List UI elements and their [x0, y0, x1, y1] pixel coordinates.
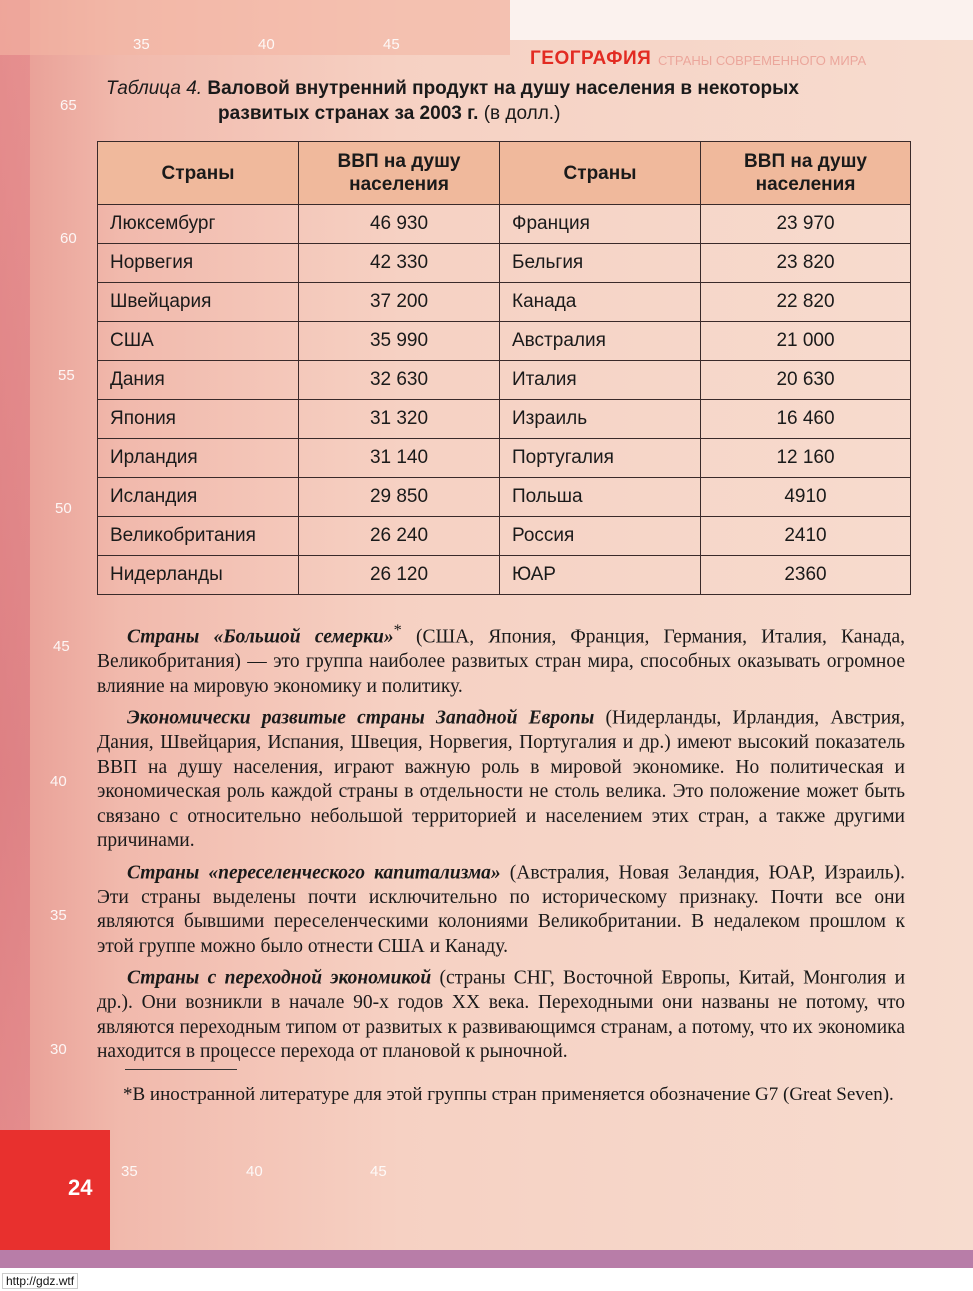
grid-number: 65: [60, 97, 77, 114]
grid-number: 45: [53, 638, 70, 655]
grid-number: 40: [246, 1163, 263, 1180]
table-unit: (в долл.): [483, 103, 561, 124]
grid-number: 60: [60, 230, 77, 247]
header-gdp-1: ВВП на душу населения: [299, 142, 500, 205]
country-cell: Бельгия: [500, 244, 701, 283]
header-countries-1: Страны: [98, 142, 299, 205]
gdp-cell: 2360: [701, 556, 911, 595]
top-right-margin: [510, 0, 973, 40]
country-cell: Италия: [500, 361, 701, 400]
gdp-cell: 23 820: [701, 244, 911, 283]
gdp-cell: 29 850: [299, 478, 500, 517]
grid-number: 35: [50, 907, 67, 924]
gdp-cell: 46 930: [299, 205, 500, 244]
paragraph-text: (Нидерланды, Ирландия, Австрия, Дания, Швейцария, Испания, Швеция, Норвегия, Португалия и др.) имеют высокий показатель ВВП на душу населения, играют важную роль в мировой экономике. Но политическая и экономическая роль каждой страны в отдельности не столь велика. Это положение может быть связано с относительно небольшой территорией и населением этих стран, а также другими причинами.: [97, 707, 905, 851]
country-cell: Дания: [98, 361, 299, 400]
footnote: *В иностранной литературе для этой группы стран применяется обозначение G7 (Great Seven).: [123, 1084, 894, 1105]
grid-number: 40: [258, 36, 275, 53]
country-cell: Россия: [500, 517, 701, 556]
grid-number: 35: [121, 1163, 138, 1180]
table-row: [98, 439, 911, 478]
footnote-rule: [125, 1069, 237, 1070]
table-row: [98, 517, 911, 556]
paragraph: [97, 618, 905, 699]
gdp-cell: 23 970: [701, 205, 911, 244]
country-cell: Франция: [500, 205, 701, 244]
gdp-cell: 22 820: [701, 283, 911, 322]
page-number: 24: [68, 1175, 93, 1200]
table-row: [98, 283, 911, 322]
table-row: [98, 205, 911, 244]
paragraph-term: Страны «Большой семерки»: [127, 626, 394, 648]
country-cell: Португалия: [500, 439, 701, 478]
gdp-cell: 42 330: [299, 244, 500, 283]
paragraph: [97, 699, 905, 854]
country-cell: Канада: [500, 283, 701, 322]
country-cell: Нидерланды: [98, 556, 299, 595]
paragraph-text: (страны СНГ, Восточной Европы, Китай, Монголия и др.). Они возникли в начале 90-х годов XX века. Переходными они названы не потому, что являются переходным типом от развитых к развивающимся странам, а потому, что их экономика находится в процессе перехода от плановой к рыночной.: [97, 967, 906, 1062]
country-cell: Швейцария: [98, 283, 299, 322]
grid-number: 55: [58, 367, 75, 384]
header-gdp-2: ВВП на душу населения: [701, 142, 911, 205]
gdp-cell: 35 990: [299, 322, 500, 361]
gdp-cell: 20 630: [701, 361, 911, 400]
watermark-url: http://gdz.wtf: [2, 1273, 78, 1289]
table-row: [98, 400, 911, 439]
grid-number: 45: [370, 1163, 387, 1180]
gdp-cell: 16 460: [701, 400, 911, 439]
country-cell: Израиль: [500, 400, 701, 439]
country-cell: Исландия: [98, 478, 299, 517]
country-cell: Япония: [98, 400, 299, 439]
footnote-marker: *: [393, 621, 402, 639]
country-cell: Великобритания: [98, 517, 299, 556]
country-cell: ЮАР: [500, 556, 701, 595]
grid-number: 50: [55, 500, 72, 517]
running-header: ГЕОГРАФИЯ: [530, 48, 652, 69]
table-caption: [106, 77, 926, 101]
gdp-cell: 37 200: [299, 283, 500, 322]
table-row: [98, 556, 911, 595]
bottom-margin: [0, 1268, 973, 1291]
grid-number: 35: [133, 36, 150, 53]
table-row: [98, 322, 911, 361]
body-text: [97, 618, 905, 1065]
grid-number: 45: [383, 36, 400, 53]
paragraph: [97, 959, 905, 1065]
paragraph-term: Страны с переходной экономикой: [127, 967, 432, 989]
header-countries-2: Страны: [500, 142, 701, 205]
table-caption-line2: [218, 103, 560, 125]
gdp-cell: 26 240: [299, 517, 500, 556]
gdp-cell: 26 120: [299, 556, 500, 595]
country-cell: Норвегия: [98, 244, 299, 283]
gdp-cell: 21 000: [701, 322, 911, 361]
country-cell: Люксембург: [98, 205, 299, 244]
paragraph-term: Страны «переселенческого капитализма»: [127, 862, 501, 883]
gdp-cell: 2410: [701, 517, 911, 556]
table-row: [98, 361, 911, 400]
country-cell: Ирландия: [98, 439, 299, 478]
gdp-table: [97, 141, 911, 595]
left-map-band: [0, 0, 30, 1291]
paragraph-text: (США, Япония, Франция, Германия, Италия, Канада, Великобритания) — это группа наиболее развитых стран мира, способных оказывать огромное влияние на мировую экономику и политику.: [97, 626, 905, 697]
running-header-ghost: СТРАНЫ СОВРЕМЕННОГО МИРА: [658, 53, 867, 68]
paragraph-term: Экономически развитые страны Западной Европы: [127, 707, 595, 729]
gdp-cell: 4910: [701, 478, 911, 517]
table-label: Таблица 4.: [106, 78, 203, 99]
gdp-cell: 32 630: [299, 361, 500, 400]
table-title-line1: Валовой внутренний продукт на душу населения в некоторых: [207, 78, 799, 99]
page-number-corner: [0, 1130, 110, 1260]
paragraph-text: (Австралия, Новая Зеландия, ЮАР, Израиль). Эти страны выделены почти исключительно по историческому признаку. Почти все они являются бывшими переселенческими колониями Великобритании. В недалеком прошлом к этой группе можно было отнести США и Канаду.: [97, 862, 905, 957]
gdp-cell: 12 160: [701, 439, 911, 478]
table-row: [98, 244, 911, 283]
grid-number: 40: [50, 773, 67, 790]
table-row: [98, 478, 911, 517]
top-map-band: [0, 0, 510, 55]
country-cell: Австралия: [500, 322, 701, 361]
table-title-line2: развитых странах за 2003 г.: [218, 103, 479, 124]
country-cell: США: [98, 322, 299, 361]
gdp-cell: 31 140: [299, 439, 500, 478]
paragraph: [97, 854, 905, 960]
country-cell: Польша: [500, 478, 701, 517]
gdp-cell: 31 320: [299, 400, 500, 439]
grid-number: 30: [50, 1041, 67, 1058]
table-header-row: [98, 142, 911, 205]
